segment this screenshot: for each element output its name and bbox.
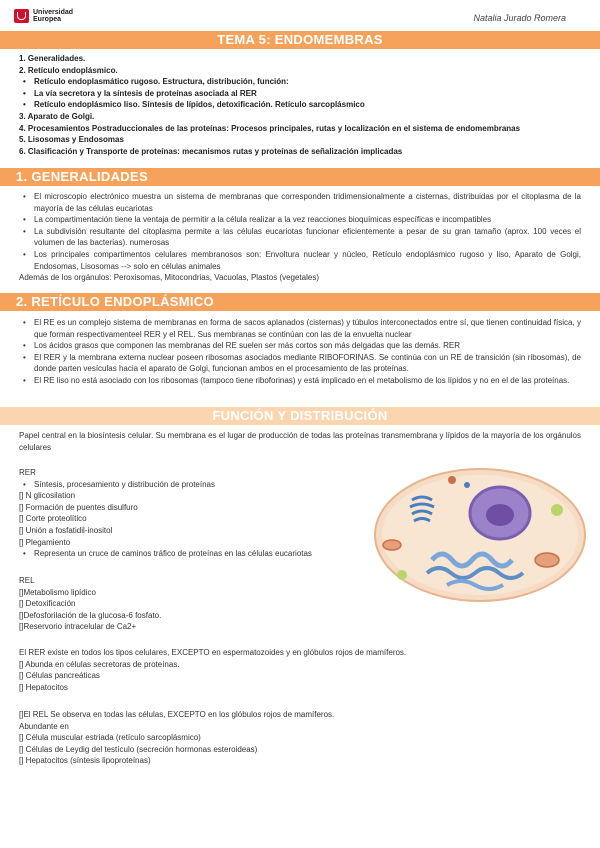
list-item: • El RE liso no está asociado con los ribosomas (tampoco tiene riboforinas) y está implicado en el metabolismo de los lípidos y no en el de las proteínas.: [19, 375, 581, 387]
rel-functions: [19, 575, 359, 633]
paragraph: El RER existe en todos los tipos celulares, EXCEPTO en espermatozoides y en glóbulos rojos de mamíferos.: [19, 648, 407, 657]
mitochondrion: [535, 553, 559, 567]
list-item: • El RE es un complejo sistema de membranas en forma de sacos aplanados (cisternas) y túbulos interconectados entre sí, que tienen continuidad física, y que forman respectivamenteel RER y el REL. Sus membranas se continúan con las de la envuelta nuclear: [19, 317, 581, 340]
section-heading-funcion: FUNCIÓN Y DISTRIBUCIÓN: [0, 407, 600, 425]
page-header: [0, 0, 600, 32]
university-logo: [14, 9, 73, 23]
logo-line-1: Universidad: [33, 9, 74, 16]
list-item: [] Células pancreáticas: [19, 671, 100, 681]
list-item: []Reservorio intracelular de Ca2+: [19, 622, 137, 632]
list-item: [] N glicosilation: [19, 491, 76, 501]
rer-functions: [19, 467, 359, 560]
toc-item: 6. Clasificación y Transporte de proteínas: mecanismos rutas y proteínas de señalización implicadas: [19, 146, 403, 156]
logo-line-2: Europea: [33, 16, 62, 23]
toc-item: 1. Generalidades.: [19, 54, 86, 63]
list-item: [] Formación de puentes disulfuro: [19, 502, 138, 512]
toc-item: 3. Aparato de Golgi.: [19, 111, 95, 121]
toc-item: 5. Lisosomas y Endosomas: [19, 135, 124, 145]
paragraph: Además de los orgánulos: Peroxisomas, Mitocondrias, Vacuolas, Plastos (vegetales): [19, 273, 319, 283]
paragraph: Papel central en la biosíntesis celular. Su membrana es el lugar de producción de todas las proteínas transmembrana y lípidos de la mayoría de los orgánulos celulares: [19, 431, 581, 452]
list-item: [] Hepatocitos: [19, 682, 68, 692]
list-item: [] Célula muscular estriada (retículo sarcoplásmico): [19, 733, 201, 743]
section-heading-generalidades: 1. GENERALIDADES: [0, 168, 600, 186]
paragraph: Abundante en: [19, 721, 69, 731]
list-item: [] Células de Leydig del testículo (secreción hormonas esteroideas): [19, 744, 258, 754]
toc-subitem: • Retículo endoplásmico liso. Síntesis de lípidos, detoxificación. Retículo sarcoplásmico: [19, 99, 581, 111]
list-item: • El RER y la membrana externa nuclear poseen ribosomas asociados mediante RIBOFORINAS. Se continúa con un RE de transición (sin ribosomas), de donde parten vesículas hacia el aparato de Golgi, funcionan ambos en el procesamiento de las proteínas.: [19, 352, 581, 375]
rel-label: REL: [19, 576, 35, 585]
list-item: • Síntesis, procesamiento y distribución de proteínas: [19, 479, 359, 491]
list-item: [] Unión a fosfatidil-inositol: [19, 525, 113, 535]
mitochondrion: [383, 540, 401, 550]
author-name: Natalia Jurado Romera: [473, 13, 566, 23]
list-item: • La compartimentación tiene la ventaja de permitir a la célula realizar a la vez reacciones bioquímicas específicas e incompatibles: [19, 214, 581, 226]
list-item: • El microscopio electrónico muestra un sistema de membranas que corresponden tridimensionalmente a cisternas, distribuidas por el citoplasma de la mayoría de las células eucariotas: [19, 191, 581, 214]
cell-illustration: [372, 465, 588, 603]
vesicle: [551, 504, 563, 516]
list-item: [] Abunda en células secretoras de proteínas.: [19, 659, 180, 669]
list-item: [] Plegamiento: [19, 537, 71, 547]
rel-distribution: [19, 709, 581, 767]
list-item: []Metabolismo lipídico: [19, 587, 96, 597]
list-item: • Representa un cruce de caminos tráfico de proteínas en las células eucariotas: [19, 548, 359, 560]
vesicle: [464, 482, 470, 488]
rer-label: RER: [19, 468, 36, 477]
paragraph: []El REL Se observa en todas las células, EXCEPTO en los glóbulos rojos de mamíferos.: [19, 710, 335, 719]
list-item: • La subdivisión resultante del citoplasma permite a las células eucariotas funcionar eficientemente a pesar de su gran tamaño (aprox. 100 veces el volumen de las bacterias). numerosas: [19, 226, 581, 249]
toc-item: 2. Retículo endoplásmico.: [19, 65, 118, 75]
list-item: • Los principales compartimentos celulares membranosos son: Envoltura nuclear y núcleo, Retículo endoplásmico rugoso y liso, Aparato de Golgi, Endosomas, Lisosomas --> solo en células animales: [19, 249, 581, 272]
page-title: TEMA 5: ENDOMEMBRAS: [0, 31, 600, 49]
list-item: [] Corte proteolítico: [19, 514, 87, 524]
nucleolus: [486, 504, 514, 526]
rer-distribution: [19, 647, 581, 693]
university-logo-icon: [14, 9, 29, 23]
list-item: []Defosforilación de la glucosa-6 fosfato.: [19, 610, 162, 620]
toc-subitem: • La vía secretora y la síntesis de proteínas asociada al RER: [19, 88, 581, 100]
section-heading-reticulo: 2. RETÍCULO ENDOPLÁSMICO: [0, 293, 600, 311]
list-item: [] Detoxificación: [19, 599, 76, 609]
lysosome: [448, 476, 456, 484]
table-of-contents: [19, 53, 581, 157]
section-funcion-intro: [19, 430, 581, 453]
section-reticulo-body: [19, 317, 581, 387]
list-item: [] Hepatocitos (síntesis lipoproteínas): [19, 756, 151, 766]
toc-item: 4. Procesamientos Postraduccionales de las proteínas: Procesos principales, rutas y localización en el sistema de endomembranas: [19, 123, 521, 133]
toc-subitem: • Retículo endoplasmático rugoso. Estructura, distribución, función:: [19, 76, 581, 88]
vesicle: [397, 570, 407, 580]
list-item: • Los ácidos grasos que componen las membranas del RE suelen ser más cortos son más delgadas que las demás. RER: [19, 340, 581, 352]
section-generalidades-body: [19, 191, 581, 284]
